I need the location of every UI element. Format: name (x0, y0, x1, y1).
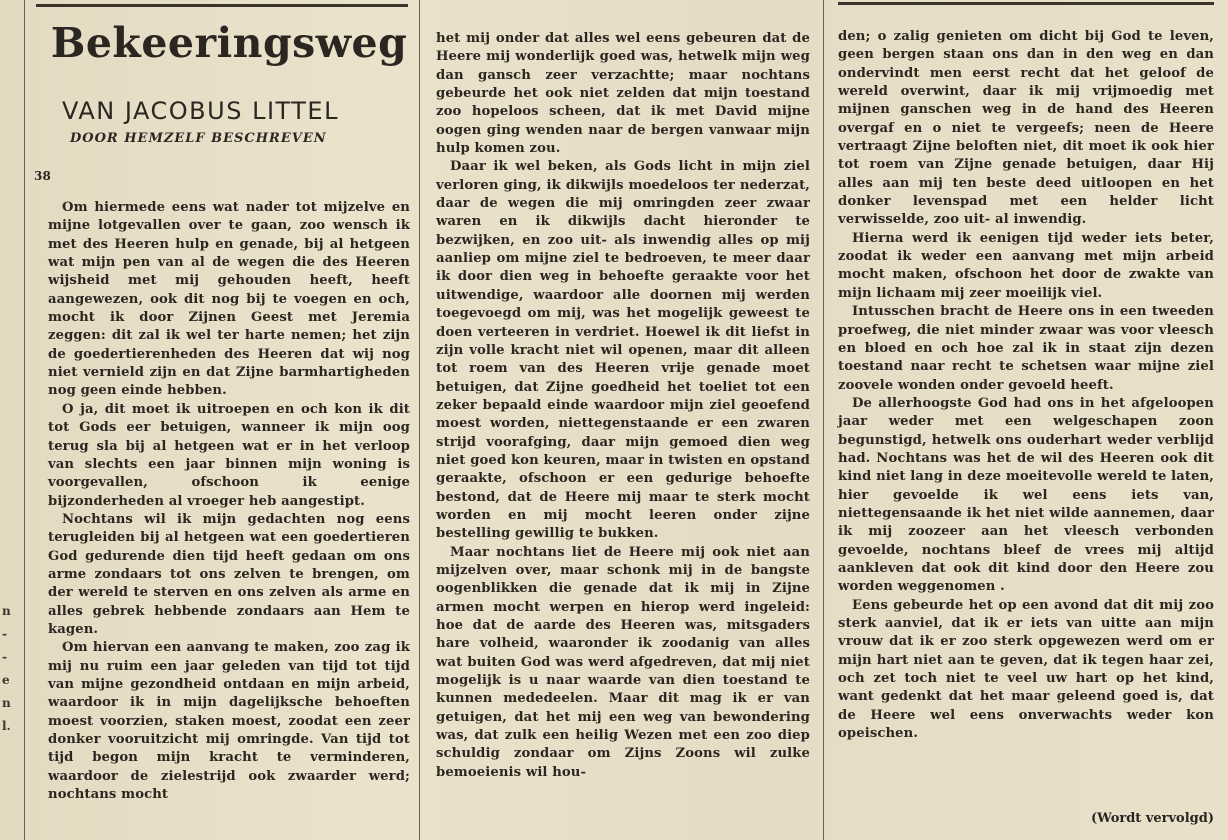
paragraph: O ja, dit moet ik uitroepen en och kon ik dit tot Gods eer betuigen, wanneer ik mijn oog terug sla bij al hetgeen wat er in het verloop van slechts een jaar binnen mijn woning is voorgevallen, ofschoon ik eenige bijzonderheden al vroeger heb aangestipt. (48, 401, 410, 509)
edge-fragment: n (2, 696, 11, 710)
edge-fragment: e (2, 673, 10, 687)
article-column-3 (838, 28, 1214, 743)
article-byline: DOOR HEMZELF BESCHREVEN (70, 131, 327, 147)
article-subtitle: VAN JACOBUS LITTEL (62, 97, 339, 125)
paragraph: Eens gebeurde het op een avond dat dit mij zoo sterk aanviel, dat ik er iets van uitte aan mijn vrouw dat ik er zoo sterk opgewezen werd om er mijn hart niet aan te geven, dat ik tegen haar zei, och zet toch niet te veel uw hart op het kind, want gedenkt dat het maar geleend goed is, dat de Heere wel eens onverwachts weder kon opeischen. (838, 597, 1214, 742)
article-column-2 (436, 30, 810, 782)
paragraph: het mij onder dat alles wel eens gebeuren dat de Heere mij wonderlijk goed was, hetwelk mijn weg dan gansch zeer verzachtte; maar nochtans gebeurde het ook niet zelden dat mijn toestand zoo hopeloos scheen, dat ik met David mijne oogen ging wenden naar de bergen vanwaar mijn hulp komen zou. (436, 31, 810, 157)
article-title: Bekeeringsweg (50, 19, 408, 67)
neighbor-column-fragments (2, 600, 11, 738)
edge-fragment: - (2, 627, 7, 641)
paragraph: Maar nochtans liet de Heere mij ook niet aan mijzelven over, maar schonk mij in de bangste oogenblikken die genade dat ik mij in Zijne armen mocht werpen en hierop werd ingeleid: hoe dat de aarde des Heeren was, mitsgaders hare volheid, waaronder ik zoodanig van alles wat buiten God was werd afgedreven, dat mij niet mogelijk is u naar waarde van dien toestand te kunnen mededeelen. Maar dit mag ik er van getuigen, dat het mij een weg van bewondering was, dat zulk een heilig Wezen met een zoo diep schuldig zondaar om Zijns Zoons wil zulke bemoeienis wil hou- (436, 544, 810, 780)
column-top-rule (838, 2, 1214, 5)
paragraph: Om hiermede eens wat nader tot mijzelve en mijne lotgevallen over te gaan, zoo wensch ik met des Heeren hulp en genade, bij al hetgeen wat mijn pen van al de wegen die des Heeren wijsheid met mij gehouden heeft, heeft aangewezen, ook dit nog bij te voegen en och, mocht ik door Zijnen Geest met Jeremia zeggen: dit zal ik wel ter harte nemen; het zijn de goedertierenheden des Heeren dat wij nog niet vernield zijn en dat Zijne barmhartigheden nog geen einde hebben. (48, 200, 410, 399)
edge-fragment: l. (2, 719, 11, 733)
installment-number: 38 (34, 168, 51, 183)
paragraph: Intusschen bracht de Heere ons in een tweeden proefweg, die niet minder zwaar was voor vleesch en bloed en och hoe zal ik in staat zijn dezen toestand naar recht te schetsen waar mijne ziel zoovele wonden onder gevoeld heeft. (838, 304, 1214, 393)
article-column-1 (34, 0, 410, 804)
paragraph: Hierna werd ik eenigen tijd weder iets beter, zoodat ik weder een aanvang met mijn arbeid mocht maken, ofschoon het door de zwakte van mijn lichaam mij zeer moeilijk viel. (838, 230, 1214, 301)
paragraph: De allerhoogste God had ons in het afgeloopen jaar weder met een welgeschapen zoon begunstigd, hetwelk ons ouderhart weder verblijd had. Nochtans was het de wil des Heeren ook dit kind niet lang in deze moeitevolle wereld te laten, hier gevoelde ik wel eens iets van, niettegensaande ik het niet wilde aannemen, daar ik mij zoozeer aan het vleesch verbonden gevoelde, nochtans bleef de vrees mij altijd aankleven dat ook dit kind door den Heere zou worden weggenomen . (838, 395, 1214, 595)
column-divider (24, 0, 25, 840)
column-divider (823, 0, 824, 840)
continued-notice: (Wordt vervolgd) (1091, 811, 1214, 826)
paragraph: Daar ik wel beken, als Gods licht in mijn ziel verloren ging, ik dikwijls moedeloos ter nederzat, daar de wegen die mij omringden zeer zwaar waren en ik dikwijls dacht hieronder te bezwijken, en zoo uit- als inwendig alles op mij aanliep om mijne ziel te bedroeven, te meer daar ik door dien weg in behoefte geraakte voor het uitwendige, waardoor alle doornen mij werden toegevoegd om mij, was het mogelijk geweest te doen verteeren in verdriet. Hoewel ik dit liefst in zijn volle kracht niet wil openen, maar dit alleen tot roem van des Heeren vrije genade moet betuigen, dat Zijne goedheid het toeliet tot een zeker bepaald einde waardoor mijn ziel geoefend moest worden, niettegenstaande er een zwaren strijd voorafging, daar mijn gemoed dien weg niet goed kon keuren, maar in twisten en opstand geraakte, ofschoon er een gedurige behoefte bestond, dat de Heere mij maar te sterk mocht worden en mij mocht leeren onder zijne bestelling gewillig te bukken. (436, 159, 810, 542)
paragraph: den; o zalig genieten om dicht bij God te leven, geen bergen staan ons dan in den weg en dan ondervindt men eerst recht dat het geloof de wereld overwint, daar ik mij vrijmoedig met mijnen ganschen weg in de hand des Heeren overgaf en o niet te vergeefs; neen de Heere vertraagt Zijne beloften niet, dit moet ik ook hier tot roem van Zijne genade betuigen, daar Hij alles aan mij ten beste deed uitloopen en het donker levenspad met een helder licht verwisselde, zoo uit- al inwendig. (838, 29, 1214, 228)
edge-fragment: - (2, 650, 7, 664)
edge-fragment: n (2, 604, 11, 618)
paragraph: Om hiervan een aanvang te maken, zoo zag ik mij nu ruim een jaar geleden van tijd tot tijd van mijne gezondheid ontdaan en mijn arbeid, waardoor ik in mijn dagelijksche behoeften moest voorzien, staken moest, zoodat een zeer donker vooruitzicht mij omringde. Van tijd tot tijd begon mijn kracht te verminderen, waardoor de zielestrijd ook zwaarder werd; nochtans mocht (48, 640, 410, 803)
paragraph: Nochtans wil ik mijn gedachten nog eens terugleiden bij al hetgeen wat een goedertieren God gedurende dien tijd heeft gedaan om ons arme zondaars tot ons zelven te brengen, om der wereld te sterven en ons zelven als arme en alles gebrek hebbende zondaars aan Hem te kagen. (48, 511, 410, 637)
column-divider (419, 0, 420, 840)
